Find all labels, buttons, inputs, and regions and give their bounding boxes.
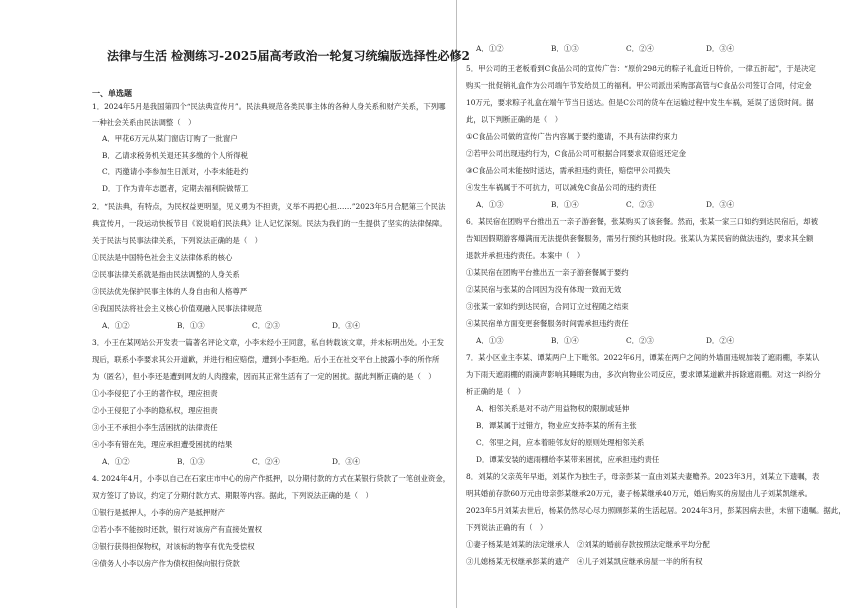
answer-option: D．③④ [706, 200, 735, 209]
answer-option: C．②③ [252, 321, 280, 330]
answer-option: B．①④ [551, 336, 579, 345]
answer-option: B．①④ [551, 200, 579, 209]
text-line: B．乙请求税务机关退还其多缴的个人所得税 [102, 151, 248, 160]
text-line: ③儿媳杨某无权继承彭某的遗产 ④儿子刘某凯应继承房屋一半的所有权 [466, 557, 703, 566]
text-line: ④债务人小李以房产作为债权担保向银行贷款 [92, 559, 240, 568]
text-line: 双方签订了协议，约定了分期付款方式、期限等内容。据此，下列说法正确的是（ ） [92, 491, 373, 500]
text-line: 购买一批促销礼盒作为公司端午节发给员工的福利。甲公司派出采购部高管与C食品公司签订合同，付定金 [466, 81, 812, 90]
text-line: ①某民宿在团购平台推出五一亲子游套餐属于要约 [466, 268, 629, 277]
answer-option: C．②③ [626, 336, 654, 345]
text-line: ③民法优先保护民事主体的人身自由和人格尊严 [92, 287, 248, 296]
text-line: ③银行获得担保物权，对该标的物享有优先受偿权 [92, 542, 255, 551]
section-heading: 一、单选题 [92, 88, 132, 98]
text-line: ④发生车祸属于不可抗力，可以减免C食品公司的违约责任 [466, 183, 657, 192]
text-line: 2023年5月刘某去世后，杨某仍然尽心尽力照顾彭某的生活起居。2024年3月，彭某因病去世，未留下遗嘱。据此， [466, 506, 846, 515]
text-line: 7．某小区业主李某、谭某两户上下毗邻。2022年6月，谭某在两户之间的外墙面违规加装了遮雨棚，李某认 [466, 353, 820, 362]
text-line: ④某民宿单方面变更套餐服务时间需承担违约责任 [466, 319, 629, 328]
answer-option: B．①③ [177, 457, 205, 466]
text-line: A．甲花6万元从某门窗店订购了一批窗户 [102, 134, 238, 143]
text-line: 关于民法与民事法律关系，下列说法正确的是（ ） [92, 236, 262, 245]
text-line: 明其婚前存款60万元由母亲彭某继承20万元，妻子杨某继承40万元，婚后购买的房屋由儿子刘某凯继承。 [466, 489, 813, 498]
text-line: 现后，联系小李要求其公开道歉，并进行相应赔偿，遭到小李拒绝。后小王在社交平台上披露小李的所作所 [92, 355, 440, 364]
text-line: C．丙邀请小李参加生日派对，小李未能赴约 [102, 167, 249, 176]
text-line: ④我国民法将社会主义核心价值观融入民事法律规范 [92, 304, 262, 313]
text-line: ④小李有错在先，理应承担遭受困扰的结果 [92, 440, 233, 449]
answer-option: D．②④ [706, 336, 735, 345]
text-line: D．丁作为青年志愿者，定期去福利院做帮工 [102, 184, 249, 193]
text-line: 为（匿名），但小李还是遭到网友的人肉搜索，因而其正常生活有了一定的困扰。据此判断正确的是（ ） [92, 372, 436, 381]
answer-option: A．①② [476, 44, 504, 53]
text-line: ①妻子杨某是刘某的法定继承人 ②刘某的婚前存款按照法定继承平均分配 [466, 540, 710, 549]
text-line: ①银行是抵押人，小李的房产是抵押财产 [92, 508, 226, 517]
text-line: 告知因假期游客爆满而无法提供套餐服务，需另行预约其他时段。张某认为某民宿的做法违约，要求其全额 [466, 234, 814, 243]
text-line: 此，以下判断正确的是（ ） [466, 115, 563, 124]
page-title: 法律与生活 检测练习-2025届高考政治一轮复习统编版选择性必修2 [107, 49, 470, 63]
text-line: ③小王不承担小李生活困扰的法律责任 [92, 423, 218, 432]
text-line: C．邻里之间，应本着睦邻友好的原则处理相邻关系 [476, 438, 645, 447]
answer-option: A．①② [102, 457, 130, 466]
answer-option: C．②④ [252, 457, 280, 466]
text-line: ②小王侵犯了小李的隐私权，理应担责 [92, 406, 218, 415]
text-line: ③C食品公司未能按时送达，需承担违约责任，赔偿甲公司损失 [466, 166, 671, 175]
text-line: 6．某民宿在团购平台推出五一亲子游套餐，张某购买了该套餐。然而，张某一家三口如约到达民宿后，却被 [466, 217, 819, 226]
text-line: ①民法是中国特色社会主义法律体系的核心 [92, 253, 233, 262]
text-line: 2．“民法典，有特点，为民权益更明显，见义勇为不担责，义举不再把心担……”2023年5月合肥第三个民法 [92, 202, 446, 211]
text-line: 退款并承担违约责任。本案中（ ） [466, 251, 585, 260]
text-line: A．相邻关系是对不动产用益物权的限制或延伸 [476, 404, 630, 413]
column-divider [456, 0, 457, 608]
text-line: D．谭某安装的遮雨棚给李某带来困扰，应承担违约责任 [476, 455, 660, 464]
text-line: 1．2024年5月是我国第四个“民法典宣传月”。民法典规范各类民事主体的各种人身关系和财产关系，下列哪 [92, 102, 446, 111]
text-line: ①C食品公司做的宣传广告内容属于要约邀请，不具有法律约束力 [466, 132, 678, 141]
answer-option: B．①③ [551, 44, 579, 53]
text-line: ②民事法律关系就是指由民法调整的人身关系 [92, 270, 240, 279]
text-line: 典宣传月，一段运动快板节目《说说咱们民法典》让人记忆深刻。民法为我们的一生提供了坚实的法律保障。 [92, 219, 447, 228]
answer-option: C．②④ [626, 44, 654, 53]
answer-option: A．①③ [476, 200, 504, 209]
text-line: 5．甲公司的王老板看到C食品公司的宣传广告：“原价298元的粽子礼盒近日特价，一律五折起”，于是决定 [466, 64, 816, 73]
text-line: ②若小李不能按时还款，银行对该房产有直接处置权 [92, 525, 262, 534]
answer-option: D．③④ [332, 321, 361, 330]
text-line: 析正确的是（ ） [466, 387, 526, 396]
answer-option: A．①② [102, 321, 130, 330]
text-line: ①小李侵犯了小王的著作权，理应担责 [92, 389, 218, 398]
answer-option: B．①③ [177, 321, 205, 330]
answer-option: D．③④ [706, 44, 735, 53]
text-line: 下列说法正确的有（ ） [466, 523, 548, 532]
text-line: 为下雨天遮雨棚的雨滴声影响其睡眠为由，多次向物业公司反应，要求谭某道歉并拆除遮雨棚。对这一纠纷分 [466, 370, 821, 379]
answer-option: A．①③ [476, 336, 504, 345]
text-line: ③张某一家如约到达民宿，合同订立过程随之结束 [466, 302, 629, 311]
text-line: 4. 2024年4月，小李以自己在石家庄市中心的房产作抵押，以分期付款的方式在某银行贷款了一笔创业资金， [92, 474, 451, 483]
text-line: ②某民宿与张某的合同因为没有体现一致而无效 [466, 285, 622, 294]
text-line: 8．刘某的父亲英年早逝，刘某作为独生子，母亲彭某一直由刘某夫妻赡养。2023年3月，刘某立下遗嘱，表 [466, 472, 820, 481]
answer-option: C．②③ [626, 200, 654, 209]
answer-option: D．③④ [332, 457, 361, 466]
text-line: ②若甲公司出现违约行为，C食品公司可根据合同要求双倍返还定金 [466, 149, 686, 158]
text-line: 10万元，要求粽子礼盒在端午节当日送达。但是C公司的货车在运输过程中发生车祸，延误了送货时间。据 [466, 98, 814, 107]
text-line: B．谭某属于过错方，物业应支持李某的所有主张 [476, 421, 637, 430]
text-line: 3．小王在某网站公开发表一篇著名评论文章，小李未经小王同意，私自转载该文章，并未标明出处。小王发 [92, 338, 445, 347]
text-line: 一种社会关系由民法调整（ ） [92, 118, 196, 127]
